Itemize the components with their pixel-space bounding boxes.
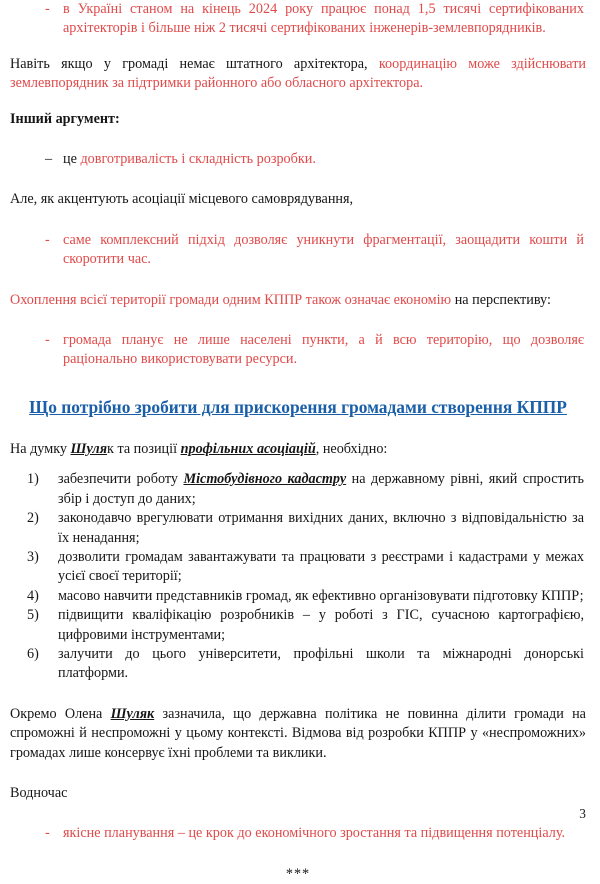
bullet-marker: - xyxy=(45,332,50,349)
spacer xyxy=(10,94,586,110)
para-shulyak-run2: зазначила, що державна політика не повинна ділити громади на спроможні й неспроможні у цьому контексті. Відмова від розробки КППР у «неспроможних» громадах лише консервує їхні проблеми та виклики. xyxy=(10,705,586,761)
list-item xyxy=(10,509,586,548)
spacer xyxy=(10,370,586,396)
bullet-duration xyxy=(10,150,586,169)
spacer xyxy=(10,270,586,291)
emphasis-cadastre: Містобудівного кадастру xyxy=(183,471,347,488)
list-item xyxy=(10,645,586,684)
list-item xyxy=(10,548,586,587)
page-number: 3 xyxy=(579,806,586,821)
list-item xyxy=(10,587,586,606)
bullet-marker: - xyxy=(45,825,50,842)
para-meanwhile: Водночас xyxy=(10,784,68,801)
emphasis-shulyak: Шуляк xyxy=(110,705,155,722)
bullet-marker: - xyxy=(45,1,50,17)
bullet-complex-text: саме комплексний підхід дозволяє уникнути фрагментації, заощадити кошти й скоротити час. xyxy=(63,231,584,268)
bullet-marker: – xyxy=(45,151,53,168)
list-item-run1: дозволити громадам завантажувати та працювати з реєстрами і кадастрами у межах усієї своєї території; xyxy=(58,548,584,585)
bullet-quality-planning xyxy=(10,824,586,843)
spacer xyxy=(10,39,586,55)
para-list-intro-run5: , необхідно: xyxy=(315,440,388,457)
spacer xyxy=(10,169,586,190)
list-item-run1: забезпечити роботу xyxy=(58,471,184,488)
list-item xyxy=(10,470,586,509)
list-item xyxy=(10,606,586,645)
list-item-number: 5) xyxy=(27,607,39,624)
para-coverage xyxy=(10,291,586,310)
section-heading: Що потрібно зробити для прискорення громадами створення КППР xyxy=(29,396,567,417)
bullet-architects xyxy=(10,0,586,39)
list-item-run1: підвищити кваліфікацію розробників – у роботі з ГІС, сучасною картографією, цифровими інструментами; xyxy=(58,607,584,643)
list-item-run1: залучити до цього університети, профільні школи та міжнародні донорські платформи. xyxy=(58,645,584,682)
emphasis-associations: профільних асоціацій xyxy=(180,440,316,457)
para-associations: Але, як акцентують асоціації місцевого самоврядування, xyxy=(10,191,354,208)
bullet-duration-black: це xyxy=(63,151,81,168)
para-shulyak-run1: Окремо Олена xyxy=(10,705,111,722)
bullet-territory-planning xyxy=(10,331,586,370)
list-item-run2: на державному рівні, який спростить збір і доступ до даних; xyxy=(58,471,584,507)
list-item-number: 6) xyxy=(27,645,39,662)
list-item-run1: законодавчо врегулювати отримання вихідних даних, включно з відповідальністю за їх ненадання; xyxy=(58,510,584,546)
bullet-duration-red: довготривалість і складність розробки. xyxy=(80,151,316,168)
para-coverage-black: на перспективу: xyxy=(454,291,551,308)
spacer xyxy=(10,129,586,150)
list-item-number: 3) xyxy=(27,548,39,565)
spacer xyxy=(10,210,586,231)
spacer xyxy=(10,684,586,705)
spacer xyxy=(10,459,586,470)
para-coordination xyxy=(10,55,586,94)
list-item-number: 4) xyxy=(27,587,39,604)
spacer xyxy=(10,763,586,784)
bullet-territory-text: громада планує не лише населені пункти, а й всю територію, що дозволяє раціонально використовувати ресурси. xyxy=(63,332,584,368)
bullet-marker: - xyxy=(45,231,50,248)
para-list-intro-run1: На думку xyxy=(10,440,71,457)
emphasis-shulyak: Шуля xyxy=(70,440,108,457)
para-coordination-red: координацію може здійснювати землевпорядник за підтримки районного або обласного архітектора. xyxy=(10,55,586,92)
para-list-intro xyxy=(10,440,586,459)
spacer xyxy=(10,310,586,331)
list-item-number: 2) xyxy=(27,510,39,527)
spacer xyxy=(10,803,586,824)
list-item-number: 1) xyxy=(27,471,39,488)
bullet-complex-approach xyxy=(10,231,586,270)
spacer xyxy=(10,419,586,440)
section-separator: *** xyxy=(285,865,311,882)
para-coverage-red: Охоплення всієї території громади одним КППР також означає економію xyxy=(10,291,455,308)
para-coordination-black: Навіть якщо у громаді немає штатного архітектора, xyxy=(10,55,379,72)
heading-other-argument: Інший аргумент: xyxy=(10,110,120,127)
list-item-run1: масово навчити представників громад, як ефективно організовувати підготовку КППР; xyxy=(58,587,584,604)
requirements-list xyxy=(10,470,586,683)
bullet-quality-planning-text: якісне планування – це крок до економічного зростання та підвищення потенціалу. xyxy=(63,825,566,842)
para-list-intro-run3: к та позиції xyxy=(107,440,181,457)
spacer xyxy=(10,844,586,865)
bullet-architects-text: в Україні станом на кінець 2024 року працює понад 1,5 тисячі сертифікованих архітекторів і більше ніж 2 тисячі сертифікованих інженерів-землевпорядників. xyxy=(63,1,584,37)
para-shulyak-note xyxy=(10,705,586,763)
